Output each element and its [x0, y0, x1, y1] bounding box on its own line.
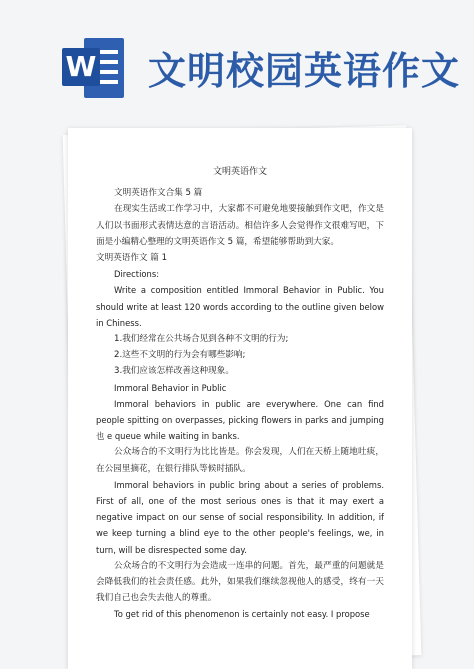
- document-page: [68, 128, 412, 669]
- outline-item: 2.这些不文明的行为会有哪些影响;: [114, 350, 246, 361]
- banner-title: 文明校园英语作文: [148, 48, 461, 93]
- word-badge: W: [62, 48, 100, 86]
- section-heading: 文明英语作文 篇 1: [96, 253, 168, 264]
- document-title: 文明英语作文: [212, 167, 267, 177]
- paragraph: 文明英语作文合集 5 篇: [114, 188, 203, 199]
- essay-title: Immoral Behavior in Public: [114, 382, 227, 393]
- outline-item: 3.我们应该怎样改善这种现象。: [114, 366, 234, 377]
- paragraph: 公众场合的不文明行为比比皆是。你会发现，人们在天桥上随地吐痰，在公园里摘花，在银行排队等候时插队。: [96, 447, 384, 474]
- banner: [0, 0, 474, 118]
- paragraph: Immoral behaviors in public bring about a series of problems. First of all, one of the most serious ones is that it may exert a negative impact on our sense of social responsibility. In addition, if we keep turning a blind eye to the other people's feelings, we, in turn, will be disrespected some day.: [96, 479, 384, 555]
- paragraph: 公众场合的不文明行为会造成一连串的问题。首先，最严重的问题就是会降低我们的社会责任感。此外，如果我们继续忽视他人的感受，终有一天我们自己也会失去他人的尊重。: [96, 560, 384, 604]
- document-content: [96, 164, 384, 623]
- paragraph: To get rid of this phenomenon is certainly not easy. I propose: [114, 609, 370, 620]
- paragraph: Directions:: [114, 269, 160, 280]
- paragraph: 在现实生活或工作学习中，大家都不可避免地要接触到作文吧，作文是人们以书面形式表情达意的言语活动。相信许多人会觉得作文很难写吧，下面是小编精心整理的文明英语作文 5 篇，希望能够帮助到大家。: [96, 204, 384, 247]
- paragraph: Write a composition entitled Immoral Behavior in Public. You should write at least 120 words according to the outline given below in Chiness.: [96, 285, 384, 328]
- outline-item: 1.我们经常在公共场合见到各种不文明的行为;: [114, 334, 289, 345]
- word-document-icon: [62, 38, 126, 98]
- paragraph: Immoral behaviors in public are everywhere. One can find people spitting on overpasses, picking flowers in parks and jumping 也 e queue while waiting in banks.: [96, 398, 384, 442]
